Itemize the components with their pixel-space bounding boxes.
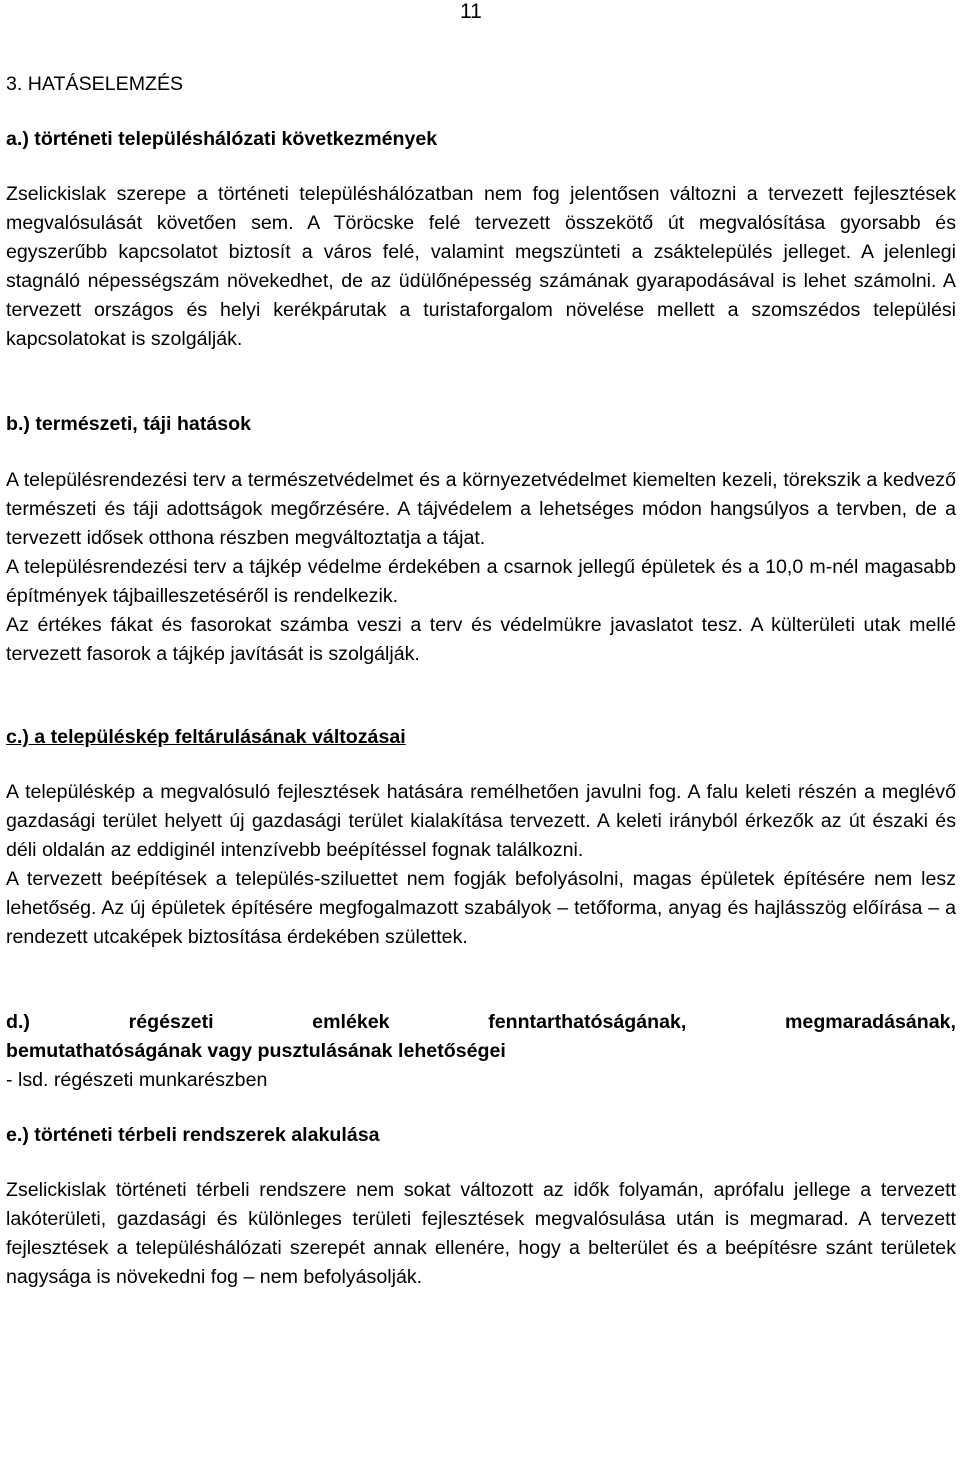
section-d-heading-line-2: bemutathatóságának vagy pusztulásának lehetőségei xyxy=(6,1040,506,1062)
section-a-paragraph-1: Zselickislak szerepe a történeti településhálózatban nem fog jelentősen változni a tervezett fejlesztések megvalósulását követően sem. A Töröcske felé tervezett összekötő út megvalósítása gyorsabb és egyszerűbb kapcsolatot biztosít a város felé, valamint megszünteti a zsáktelepülés jelleget. A jelenlegi stagnáló népességszám növekedhet, de az üdülőnépesség számának gyarapodásával is lehet számolni. A tervezett országos és helyi kerékpárutak a turistaforgalom növelése mellett a szomszédos települési kapcsolatokat is szolgálják. xyxy=(6,183,956,350)
section-c-paragraph-2: A tervezett beépítések a település-sziluettet nem fogják befolyásolni, magas épületek építésére nem lesz lehetőség. Az új épületek építésére megfogalmazott szabályok – tetőforma, anyag és hajlásszög előírása – a rendezett utcaképek biztosítása érdekében születtek. xyxy=(6,868,956,948)
section-d-heading-line-1: d.) régészeti emlékek fenntarthatóságának, megmaradásának, xyxy=(6,1011,956,1033)
section-e-heading: e.) történeti térbeli rendszerek alakulása xyxy=(6,1124,380,1146)
document-page xyxy=(6,0,956,1292)
chapter-title: 3. HATÁSELEMZÉS xyxy=(6,73,184,95)
section-d-note: - lsd. régészeti munkarészben xyxy=(6,1069,268,1091)
section-a-heading: a.) történeti településhálózati következmények xyxy=(6,128,438,150)
section-b-paragraph-2: A településrendezési terv a tájkép védelme érdekében a csarnok jellegű épületek és a 10,0 m-nél magasabb építmények tájbailleszetéséről is rendelkezik. xyxy=(6,556,956,607)
section-b-paragraph-3: Az értékes fákat és fasorokat számba veszi a terv és védelmükre javaslatot tesz. A külterületi utak mellé tervezett fasorok a tájkép javítását is szolgálják. xyxy=(6,614,956,665)
section-e-paragraph-1: Zselickislak történeti térbeli rendszere nem sokat változott az idők folyamán, aprófalu jellege a tervezett lakóterületi, gazdasági és különleges területi fejlesztések megvalósulása után is megmarad. A tervezett fejlesztések a településhálózati szerepét annak ellenére, hogy a belterület és a beépítésre szánt területek nagysága is növekedni fog – nem befolyásolják. xyxy=(6,1179,956,1288)
section-c-paragraph-1: A településkép a megvalósuló fejlesztések hatására remélhetően javulni fog. A falu keleti részén a meglévő gazdasági terület helyett új gazdasági terület kialakítása tervezett. A keleti irányból érkezők az út északi és déli oldalán az eddiginél intenzívebb beépítéssel fognak találkozni. xyxy=(6,781,956,861)
section-c-heading: c.) a településkép feltárulásának változásai xyxy=(6,726,406,748)
section-b-heading: b.) természeti, táji hatások xyxy=(6,413,251,435)
page-number: 11 xyxy=(460,0,482,23)
section-b-paragraph-1: A településrendezési terv a természetvédelmet és a környezetvédelmet kiemelten kezeli, törekszik a kedvező természeti és táji adottságok megőrzésére. A tájvédelem a lehetséges módon hangsúlyos a tervben, de a tervezett idősek otthona részben megváltoztatja a tájat. xyxy=(6,469,956,549)
